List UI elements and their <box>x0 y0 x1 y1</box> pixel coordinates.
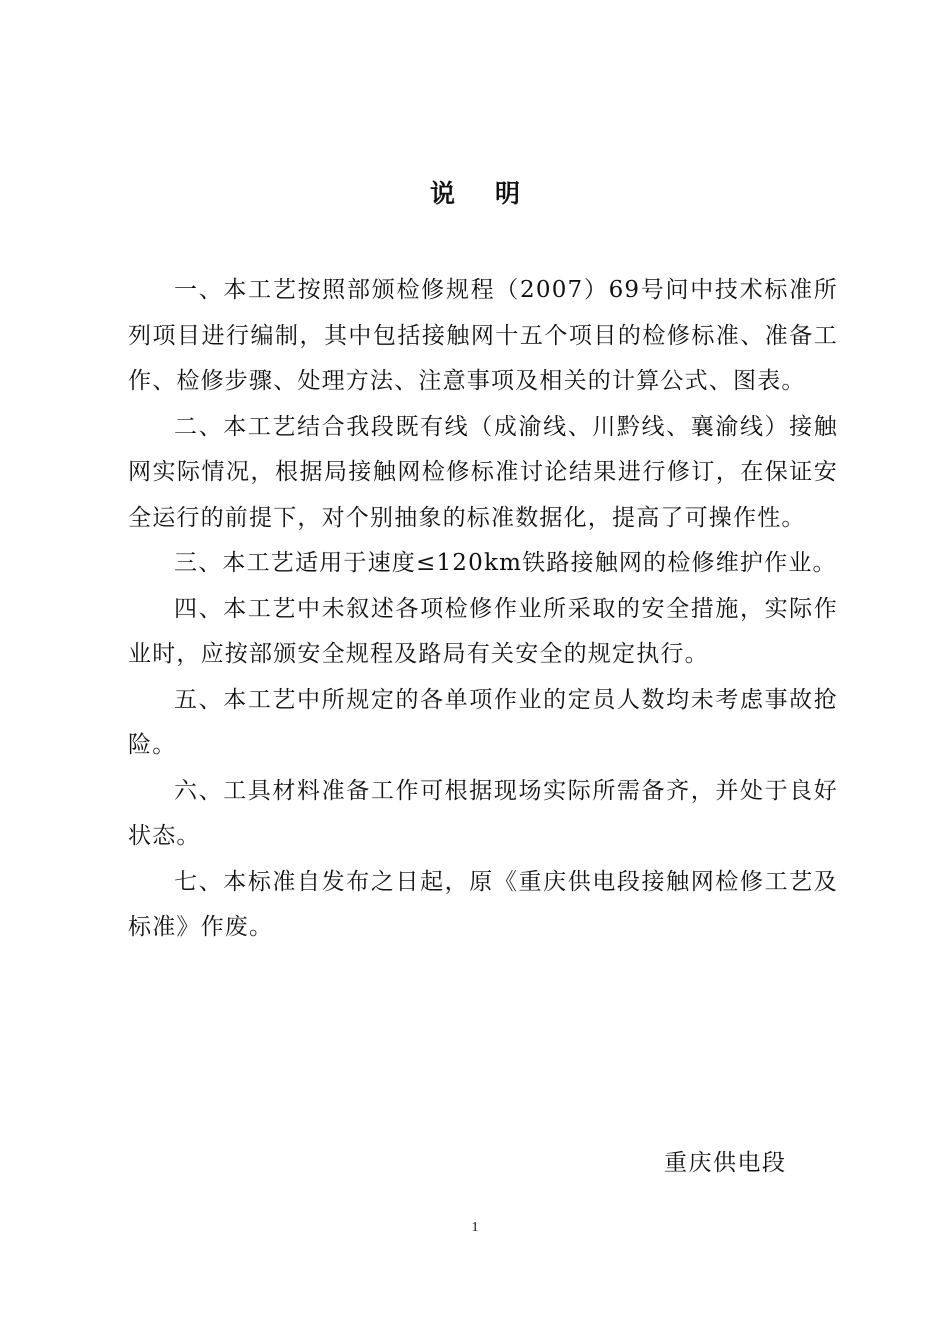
paragraph-5: 五、本工艺中所规定的各单项作业的定员人数均未考虑事故抢险。 <box>128 686 838 758</box>
paragraph-2: 二、本工艺结合我段既有线（成渝线、川黔线、襄渝线）接触网实际情况，根据局接触网检修标准讨论结果进行修订，在保证安全运行的前提下，对个别抽象的标准数据化，提高了可操作性。 <box>128 413 838 531</box>
page-number: 1 <box>471 1220 479 1235</box>
paragraph-1: 一、本工艺按照部颁检修规程（2007）69号问中技术标准所列项目进行编制，其中包括接触网十五个项目的检修标准、准备工作、检修步骤、处理方法、注意事项及相关的计算公式、图表。 <box>128 277 838 394</box>
body-text <box>128 268 838 951</box>
paragraph-4: 四、本工艺中未叙述各项检修作业所采取的安全措施，实际作业时，应按部颁安全规程及路局有关安全的规定执行。 <box>128 595 838 667</box>
paragraph-6: 六、工具材料准备工作可根据现场实际所需备齐，并处于良好状态。 <box>128 777 838 849</box>
paragraph-7: 七、本标准自发布之日起，原《重庆供电段接触网检修工艺及标准》作废。 <box>128 868 838 940</box>
paragraph-3: 三、本工艺适用于速度≤120km铁路接触网的检修维护作业。 <box>174 550 837 576</box>
signature: 重庆供电段 <box>664 1150 787 1176</box>
page-title: 说明 <box>429 179 560 208</box>
